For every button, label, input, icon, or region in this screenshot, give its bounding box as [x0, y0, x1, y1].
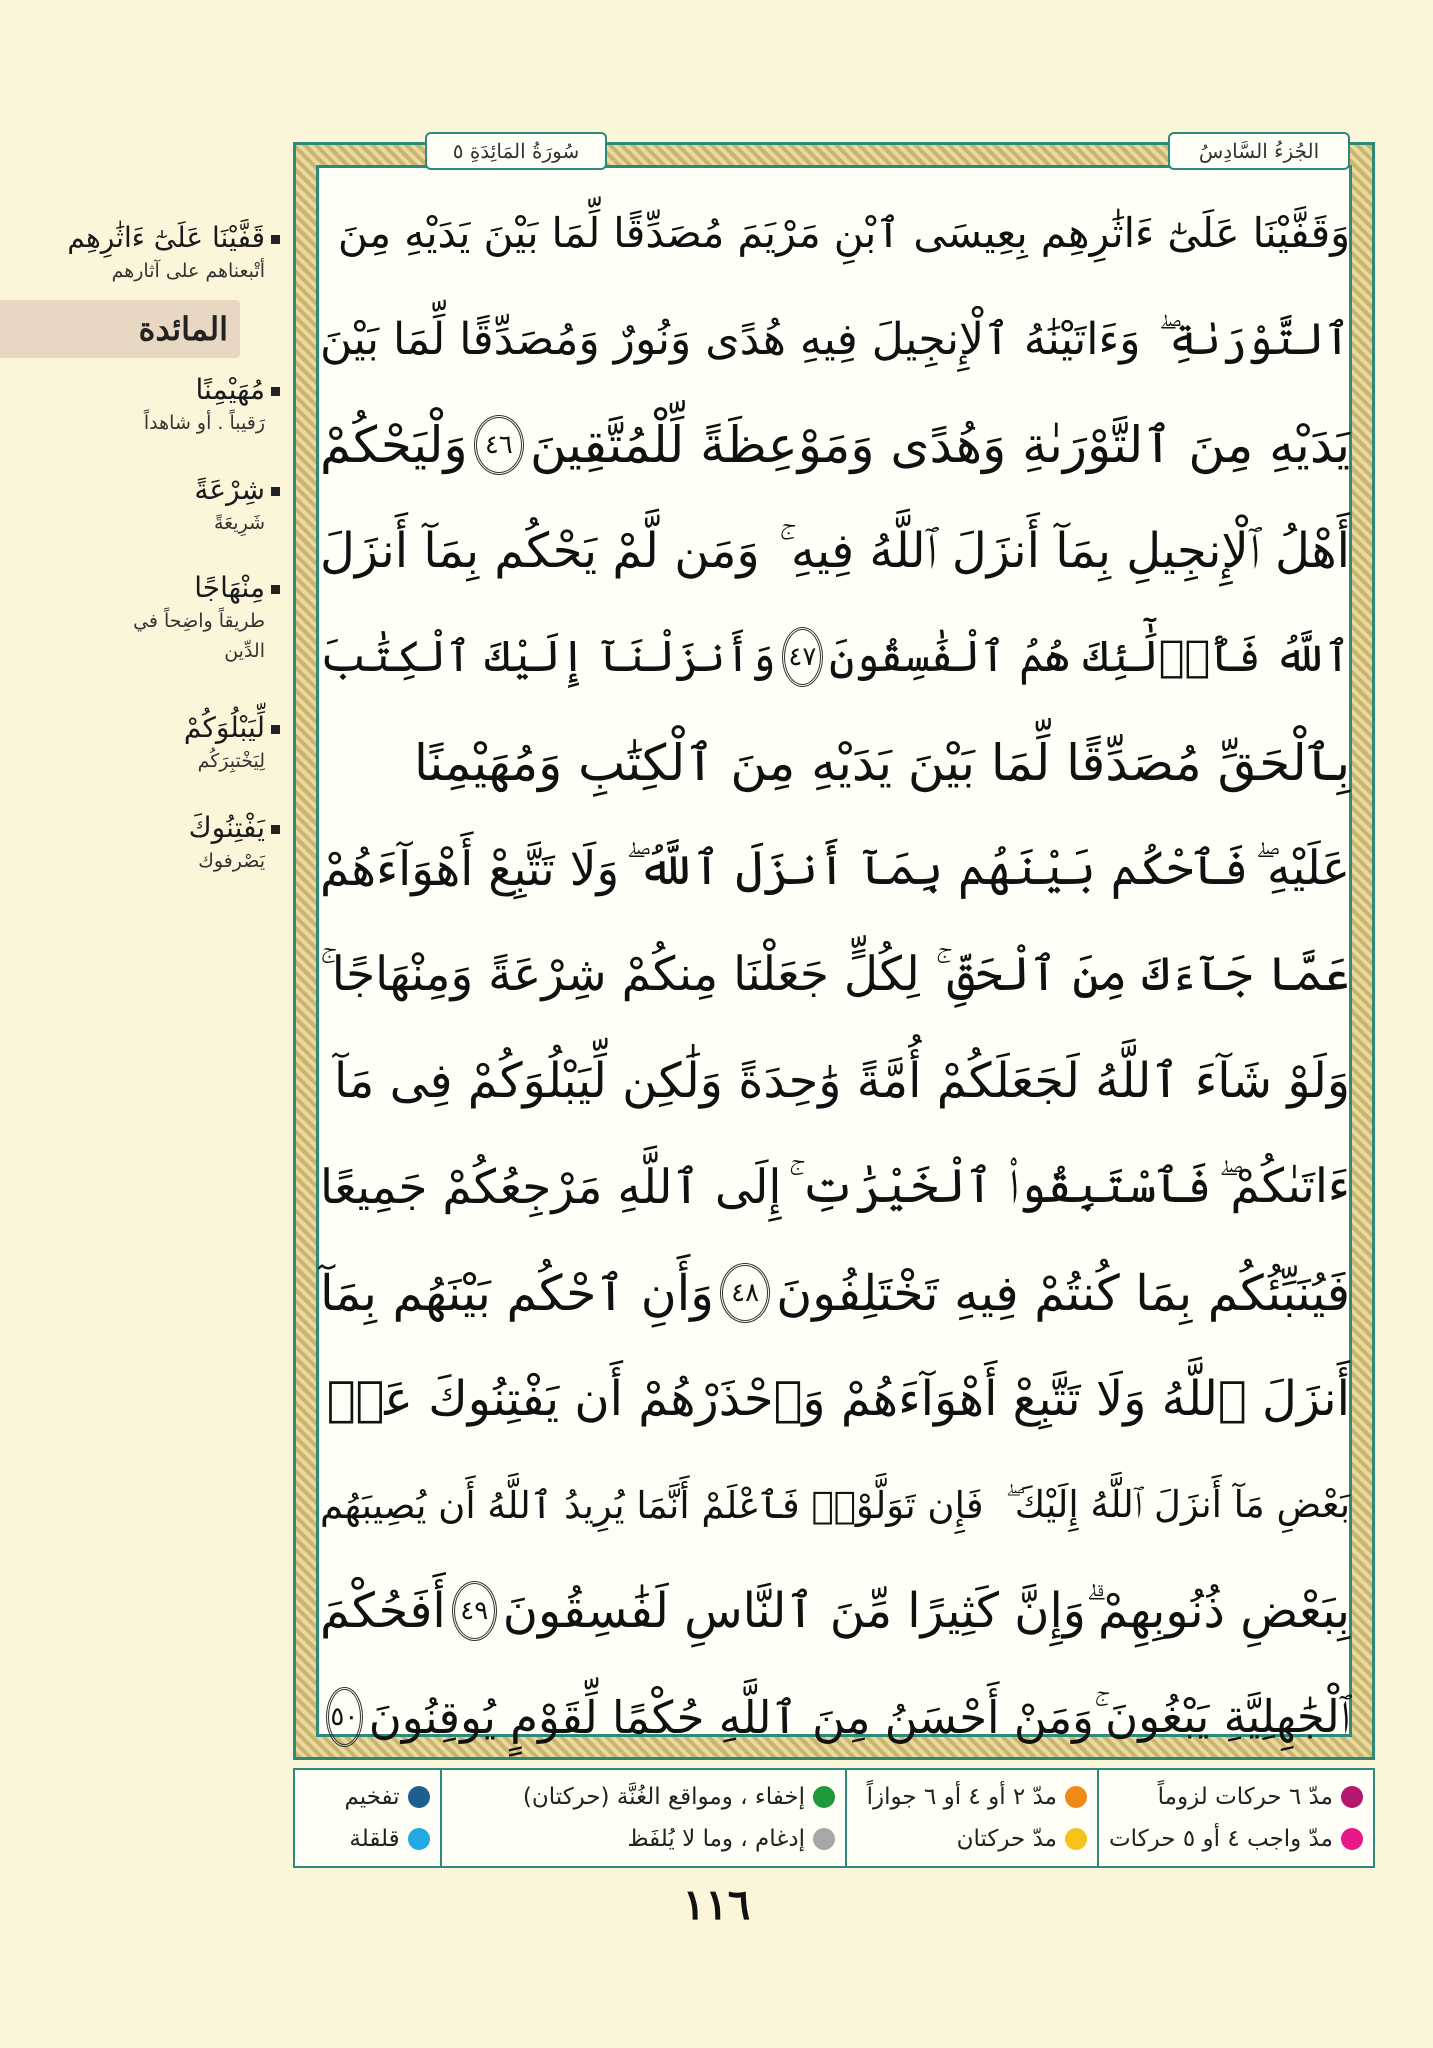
note-gloss: طريقاً واضِحاً في الدِّين [133, 610, 265, 662]
ayah-number-marker: ٤٨ [720, 1263, 770, 1323]
text-segment: وَقَفَّيْنَا عَلَىٰٓ ءَاثَٰرِهِم بِعِيسَى ٱبْنِ مَرْيَمَ مُصَدِّقًا لِّمَا بَيْنَ يَدَيْهِ مِنَ [337, 209, 1350, 257]
quran-text [320, 180, 1350, 1770]
text-segment: أَهْلُ ٱلْإِنجِيلِ بِمَآ أَنزَلَ ٱللَّهُ فِيهِ ۚ [778, 522, 1350, 579]
margin-note [10, 710, 280, 776]
bullet-square-icon [271, 487, 280, 496]
legend-column [1097, 1770, 1373, 1866]
legend-item: قلقلة [305, 1826, 430, 1852]
note-word: شِرْعَةً [194, 473, 265, 506]
ayah-number-marker: ٤٧ [782, 627, 823, 687]
page-number: ١١٦ [682, 1880, 751, 1929]
text-segment: وَلَا تَتَّبِعْ أَهْوَآءَهُمْ [320, 841, 620, 897]
color-dot-icon [1341, 1786, 1363, 1808]
legend-item: مدّ ٦ حركات لزوماً [1109, 1784, 1363, 1810]
text-line [320, 1028, 1350, 1134]
legend-item: إخفاء ، ومواقع الغُنَّة (حركتان) [452, 1784, 835, 1810]
text-segment: ٱللَّهُ فَأُو۟لَٰٓئِكَ هُمُ ٱلْفَٰسِقُونَ [829, 632, 1350, 682]
text-segment: أَنزَلَ ٱللَّهُ وَلَا تَتَّبِعْ أَهْوَآءَهُمْ وَٱحْذَرْهُمْ أَن يَفْتِنُوكَ عَنۢ [326, 1371, 1350, 1427]
color-dot-icon [408, 1828, 430, 1850]
text-segment: بَعْضِ مَآ أَنزَلَ ٱللَّهُ إِلَيْكَ ۖ [1005, 1483, 1350, 1526]
bullet-square-icon [271, 387, 280, 396]
surah-tab: المائدة [0, 300, 240, 358]
text-line [320, 498, 1350, 604]
text-segment: وَمَنْ أَحْسَنُ مِنَ ٱللَّهِ حُكْمًا لِّقَوْمٍ يُوقِنُونَ [368, 1690, 1094, 1744]
note-gloss: شَرِيعَةً [213, 512, 265, 534]
text-segment: عَلَيْهِ ۖ [1255, 841, 1350, 896]
text-segment: فَإِن تَوَلَّوْا۟ فَٱعْلَمْ أَنَّمَا يُرِيدُ ٱللَّهُ أَن يُصِيبَهُم [320, 1483, 984, 1527]
text-line [320, 1240, 1350, 1346]
text-line [320, 392, 1350, 498]
note-word: يَفْتِنُوكَ [188, 811, 265, 844]
color-dot-icon [1341, 1828, 1363, 1850]
margin-note [10, 472, 280, 538]
text-segment: ٱلْجَٰهِلِيَّةِ يَبْغُونَ ۚ [1093, 1690, 1350, 1743]
note-gloss: أتْبعناهم على آثارهم [111, 260, 265, 282]
legend-item: مدّ حركتان [857, 1826, 1087, 1852]
text-segment: فَيُنَبِّئُكُم بِمَا كُنتُمْ فِيهِ تَخْتَلِفُونَ [776, 1264, 1350, 1322]
text-line [320, 1664, 1350, 1770]
margin-note [10, 372, 280, 438]
text-line [320, 1134, 1350, 1240]
bullet-square-icon [271, 825, 280, 834]
ayah-number-marker: ٥٠ [326, 1687, 363, 1747]
text-segment: ءَاتَىٰكُمْ ۖ [1218, 1159, 1350, 1214]
margin-note [10, 570, 280, 666]
legend-item: تفخيم [305, 1784, 430, 1810]
text-segment: فَٱسْتَبِقُوا۟ ٱلْخَيْرَٰتِ ۚ [788, 1159, 1212, 1214]
text-segment: لِكُلٍّ جَعَلْنَا مِنكُمْ شِرْعَةً وَمِنْهَاجًا ۚ [320, 947, 920, 1002]
legend-column [845, 1770, 1097, 1866]
note-gloss: لِيَخْتبِرَكُم [197, 750, 265, 772]
surah-header: سُورَةُ المَائِدَةِ ٥ [425, 132, 607, 170]
bullet-square-icon [271, 725, 280, 734]
text-line [320, 1452, 1350, 1558]
text-line [320, 922, 1350, 1028]
text-segment: بِبَعْضِ ذُنُوبِهِمْ ۗ [1085, 1582, 1350, 1639]
ayah-number-marker: ٤٦ [474, 415, 524, 475]
text-segment: فَٱحْكُم بَيْنَهُم بِمَآ أَنزَلَ ٱللَّهُ ۖ [626, 841, 1249, 896]
text-line [320, 1346, 1350, 1452]
text-segment: وَلْيَحْكُمْ [320, 416, 468, 474]
text-line [320, 816, 1350, 922]
legend-column [440, 1770, 845, 1866]
ayah-number-marker: ٤٩ [452, 1581, 497, 1641]
note-word: لِّيَبْلُوَكُمْ [183, 711, 265, 744]
text-segment: وَمَن لَّمْ يَحْكُم بِمَآ أَنزَلَ [320, 523, 760, 579]
text-segment: وَإِنَّ كَثِيرًا مِّنَ ٱلنَّاسِ لَفَٰسِقُونَ [502, 1583, 1086, 1639]
legend-item: إدغام ، وما لا يُلفَظ [452, 1826, 835, 1852]
note-word: مُهَيْمِنًا [195, 373, 265, 406]
text-segment: وَءَاتَيْنَٰهُ ٱلْإِنجِيلَ فِيهِ هُدًى وَنُورٌ وَمُصَدِّقًا لِّمَا بَيْنَ [320, 313, 1141, 365]
text-line [320, 710, 1350, 816]
text-segment: أَفَحُكْمَ [320, 1583, 446, 1639]
color-dot-icon [813, 1828, 835, 1850]
color-dot-icon [408, 1786, 430, 1808]
legend-item: مدّ ٢ أو ٤ أو ٦ جوازاً [857, 1784, 1087, 1810]
juz-header: الجُزءُ السَّادِسُ [1168, 132, 1350, 170]
text-segment: بِٱلْحَقِّ مُصَدِّقًا لِّمَا بَيْنَ يَدَيْهِ مِنَ ٱلْكِتَٰبِ وَمُهَيْمِنًا [414, 734, 1350, 792]
text-segment: يَدَيْهِ مِنَ ٱلتَّوْرَىٰةِ وَهُدًى وَمَوْعِظَةً لِّلْمُتَّقِينَ [529, 416, 1350, 474]
legend-column [295, 1770, 440, 1866]
note-gloss: يَصْرفوك [198, 850, 265, 872]
text-segment: وَلَوْ شَآءَ ٱللَّهُ لَجَعَلَكُمْ أُمَّةً وَٰحِدَةً وَلَٰكِن لِّيَبْلُوَكُمْ فِى مَآ [333, 1053, 1350, 1109]
color-dot-icon [1065, 1828, 1087, 1850]
text-line [320, 180, 1350, 286]
margin-note [10, 810, 280, 876]
note-word: مِنْهَاجًا [194, 571, 265, 604]
text-line [320, 286, 1350, 392]
text-segment: إِلَى ٱللَّهِ مَرْجِعُكُمْ جَمِيعًا [320, 1159, 782, 1215]
bullet-square-icon [271, 585, 280, 594]
margin-note [10, 220, 280, 286]
bullet-square-icon [271, 235, 280, 244]
color-dot-icon [813, 1786, 835, 1808]
text-line [320, 1558, 1350, 1664]
text-segment: وَأَنِ ٱحْكُم بَيْنَهُم بِمَآ [320, 1264, 714, 1322]
legend-item: مدّ واجب ٤ أو ٥ حركات [1109, 1826, 1363, 1852]
text-segment: عَمَّا جَآءَكَ مِنَ ٱلْحَقِّ ۚ [935, 947, 1350, 1002]
color-dot-icon [1065, 1786, 1087, 1808]
text-line [320, 604, 1350, 710]
tajweed-legend [293, 1768, 1375, 1868]
text-segment: ٱلتَّوْرَىٰةِ ۖ [1158, 313, 1350, 365]
note-word: قَفَّيْنَا عَلَىٰٓ ءَاثَٰرِهِم [67, 221, 265, 254]
note-gloss: رَقيباً . أو شاهداً [143, 412, 265, 434]
text-segment: وَأَنزَلْنَآ إِلَيْكَ ٱلْكِتَٰبَ [320, 632, 776, 682]
